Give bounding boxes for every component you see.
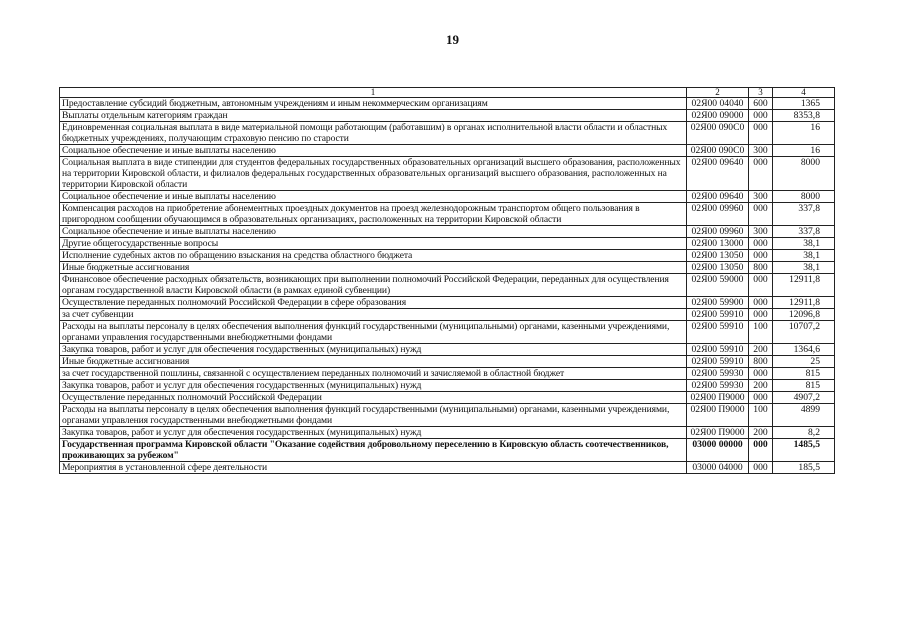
row-name-cell: Осуществление переданных полномочий Российской Федерации <box>60 392 687 404</box>
row-name-cell: Социальное обеспечение и иные выплаты населению <box>60 226 687 238</box>
row-code-cell: 02Я00 59930 <box>687 368 749 380</box>
row-kind-cell: 000 <box>749 122 773 145</box>
table-row <box>60 344 835 356</box>
row-kind-cell: 000 <box>749 439 773 462</box>
table-row <box>60 157 835 191</box>
row-kind-cell: 000 <box>749 368 773 380</box>
table-row <box>60 380 835 392</box>
row-name-cell: Расходы на выплаты персоналу в целях обеспечения выполнения функций государственными (муниципальными) органами, казенными учреждениями, органами управления государственными внебюджетными фондами <box>60 321 687 344</box>
table-row <box>60 439 835 462</box>
table-row <box>60 226 835 238</box>
table-row <box>60 238 835 250</box>
row-name-cell: Другие общегосударственные вопросы <box>60 238 687 250</box>
row-code-cell: 02Я00 59910 <box>687 344 749 356</box>
row-name-cell: Социальная выплата в виде стипендии для студентов федеральных государственных образовательных организаций высшего образования, расположенных на территории Кировской области, и филиалов федеральных государственных образовательных организаций высшего образования, расположенных на территории Кировской области <box>60 157 687 191</box>
row-name-cell: Иные бюджетные ассигнования <box>60 356 687 368</box>
row-name-cell: Финансовое обеспечение расходных обязательств, возникающих при выполнении полномочий Российской Федерации, переданных для осуществления органам государственной власти Кировской области (в рамках единой субвенции) <box>60 274 687 297</box>
table-row <box>60 122 835 145</box>
table-row <box>60 404 835 427</box>
row-name-cell: Социальное обеспечение и иные выплаты населению <box>60 145 687 157</box>
row-code-cell: 02Я00 09640 <box>687 191 749 203</box>
row-kind-cell: 200 <box>749 344 773 356</box>
table-row <box>60 262 835 274</box>
row-code-cell: 03000 04000 <box>687 462 749 474</box>
row-name-cell: Выплаты отдельным категориям граждан <box>60 110 687 122</box>
row-kind-cell: 100 <box>749 321 773 344</box>
row-kind-cell: 100 <box>749 404 773 427</box>
row-amount-cell: 337,8 <box>773 203 835 226</box>
row-name-cell: Закупка товаров, работ и услуг для обеспечения государственных (муниципальных) нужд <box>60 344 687 356</box>
row-amount-cell: 185,5 <box>773 462 835 474</box>
row-code-cell: 02Я00 04040 <box>687 98 749 110</box>
row-amount-cell: 16 <box>773 122 835 145</box>
column-header-kind: 3 <box>749 88 773 98</box>
row-kind-cell: 300 <box>749 226 773 238</box>
row-amount-cell: 1365 <box>773 98 835 110</box>
row-name-cell: Компенсация расходов на приобретение абонементных проездных документов на проезд железнодорожным транспортом общего пользования в пригородном сообщении обучающимся в образовательных организациях, расположенных на территории Кировской области <box>60 203 687 226</box>
row-code-cell: 02Я00 59900 <box>687 297 749 309</box>
row-amount-cell: 16 <box>773 145 835 157</box>
table-row <box>60 392 835 404</box>
row-code-cell: 02Я00 59910 <box>687 356 749 368</box>
row-name-cell: Государственная программа Кировской области "Оказание содействия добровольному переселению в Кировскую область соотечественников, проживающих за рубежом" <box>60 439 687 462</box>
row-amount-cell: 4907,2 <box>773 392 835 404</box>
table-row <box>60 462 835 474</box>
column-header-code: 2 <box>687 88 749 98</box>
row-amount-cell: 1485,5 <box>773 439 835 462</box>
row-code-cell: 02Я00 09000 <box>687 110 749 122</box>
row-kind-cell: 000 <box>749 297 773 309</box>
table-row <box>60 356 835 368</box>
row-name-cell: Закупка товаров, работ и услуг для обеспечения государственных (муниципальных) нужд <box>60 427 687 439</box>
row-amount-cell: 1364,6 <box>773 344 835 356</box>
row-code-cell: 02Я00 59910 <box>687 321 749 344</box>
row-amount-cell: 8353,8 <box>773 110 835 122</box>
row-amount-cell: 12911,8 <box>773 297 835 309</box>
row-kind-cell: 000 <box>749 250 773 262</box>
table-row <box>60 98 835 110</box>
row-amount-cell: 4899 <box>773 404 835 427</box>
row-kind-cell: 000 <box>749 110 773 122</box>
table-row <box>60 427 835 439</box>
table-header-row <box>60 88 835 98</box>
table-row <box>60 203 835 226</box>
row-amount-cell: 12096,8 <box>773 309 835 321</box>
row-code-cell: 02Я00 090С0 <box>687 145 749 157</box>
row-kind-cell: 800 <box>749 262 773 274</box>
row-code-cell: 03000 00000 <box>687 439 749 462</box>
row-code-cell: 02Я00 П9000 <box>687 404 749 427</box>
row-code-cell: 02Я00 П9000 <box>687 392 749 404</box>
row-name-cell: Исполнение судебных актов по обращению взыскания на средства областного бюджета <box>60 250 687 262</box>
row-kind-cell: 000 <box>749 274 773 297</box>
row-name-cell: Единовременная социальная выплата в виде материальной помощи работающим (работавшим) в органах исполнительной власти области и областных бюджетных учреждениях, получающим страховую пенсию по старости <box>60 122 687 145</box>
row-name-cell: за счет государственной пошлины, связанной с осуществлением переданных полномочий и зачисляемой в областной бюджет <box>60 368 687 380</box>
row-kind-cell: 000 <box>749 157 773 191</box>
row-name-cell: за счет субвенции <box>60 309 687 321</box>
row-kind-cell: 300 <box>749 145 773 157</box>
row-kind-cell: 000 <box>749 203 773 226</box>
row-amount-cell: 10707,2 <box>773 321 835 344</box>
page-number: 19 <box>446 32 459 47</box>
row-amount-cell: 815 <box>773 368 835 380</box>
row-kind-cell: 600 <box>749 98 773 110</box>
row-code-cell: 02Я00 13050 <box>687 262 749 274</box>
row-name-cell: Иные бюджетные ассигнования <box>60 262 687 274</box>
row-kind-cell: 800 <box>749 356 773 368</box>
row-code-cell: 02Я00 09960 <box>687 226 749 238</box>
row-kind-cell: 000 <box>749 309 773 321</box>
row-code-cell: 02Я00 09640 <box>687 157 749 191</box>
column-header-amount: 4 <box>773 88 835 98</box>
table-row <box>60 368 835 380</box>
row-amount-cell: 38,1 <box>773 250 835 262</box>
row-kind-cell: 000 <box>749 238 773 250</box>
row-amount-cell: 38,1 <box>773 262 835 274</box>
table-row <box>60 321 835 344</box>
table-row <box>60 191 835 203</box>
row-kind-cell: 000 <box>749 392 773 404</box>
row-amount-cell: 25 <box>773 356 835 368</box>
budget-table <box>59 87 835 474</box>
row-kind-cell: 300 <box>749 191 773 203</box>
table-row <box>60 110 835 122</box>
row-code-cell: 02Я00 П9000 <box>687 427 749 439</box>
budget-table-container <box>59 87 834 474</box>
table-row <box>60 297 835 309</box>
row-code-cell: 02Я00 090С0 <box>687 122 749 145</box>
table-row <box>60 274 835 297</box>
row-name-cell: Мероприятия в установленной сфере деятельности <box>60 462 687 474</box>
row-name-cell: Социальное обеспечение и иные выплаты населению <box>60 191 687 203</box>
column-header-name: 1 <box>60 88 687 98</box>
row-code-cell: 02Я00 13000 <box>687 238 749 250</box>
row-amount-cell: 8000 <box>773 157 835 191</box>
row-code-cell: 02Я00 59910 <box>687 309 749 321</box>
row-code-cell: 02Я00 59930 <box>687 380 749 392</box>
table-row <box>60 145 835 157</box>
row-amount-cell: 8,2 <box>773 427 835 439</box>
row-name-cell: Предоставление субсидий бюджетным, автономным учреждениям и иным некоммерческим организациям <box>60 98 687 110</box>
row-code-cell: 02Я00 13050 <box>687 250 749 262</box>
row-amount-cell: 12911,8 <box>773 274 835 297</box>
table-row <box>60 250 835 262</box>
table-row <box>60 309 835 321</box>
row-amount-cell: 8000 <box>773 191 835 203</box>
row-name-cell: Расходы на выплаты персоналу в целях обеспечения выполнения функций государственными (муниципальными) органами, казенными учреждениями, органами управления государственными внебюджетными фондами <box>60 404 687 427</box>
row-code-cell: 02Я00 09960 <box>687 203 749 226</box>
row-code-cell: 02Я00 59000 <box>687 274 749 297</box>
row-name-cell: Осуществление переданных полномочий Российской Федерации в сфере образования <box>60 297 687 309</box>
row-kind-cell: 200 <box>749 380 773 392</box>
row-kind-cell: 000 <box>749 462 773 474</box>
row-amount-cell: 815 <box>773 380 835 392</box>
row-name-cell: Закупка товаров, работ и услуг для обеспечения государственных (муниципальных) нужд <box>60 380 687 392</box>
row-amount-cell: 38,1 <box>773 238 835 250</box>
row-amount-cell: 337,8 <box>773 226 835 238</box>
row-kind-cell: 200 <box>749 427 773 439</box>
